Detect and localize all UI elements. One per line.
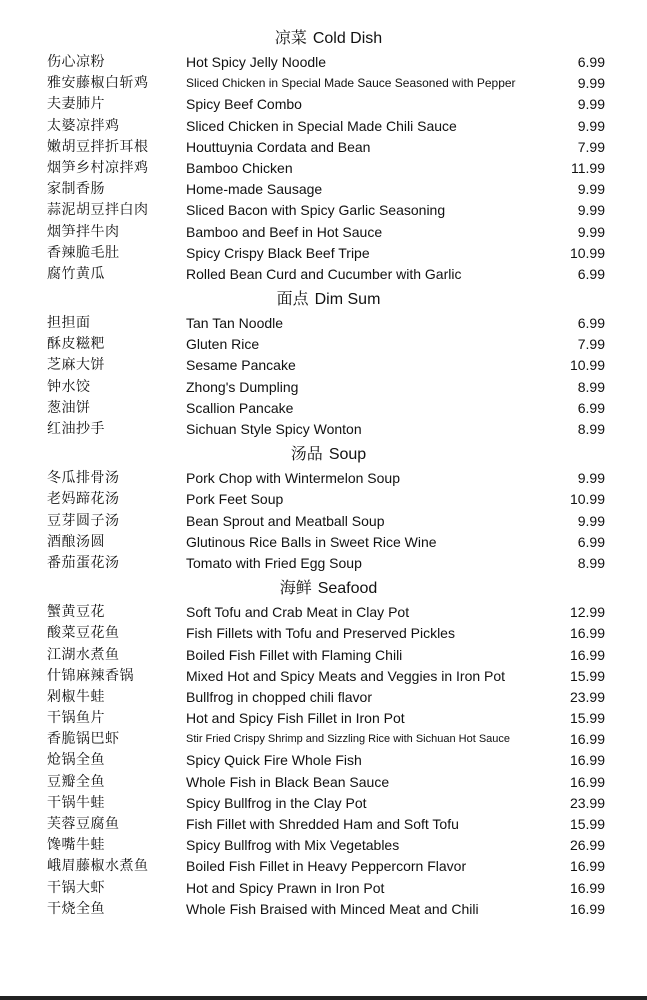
menu-item-english-name: Boiled Fish Fillet in Heavy Peppercorn Flavor (186, 858, 467, 875)
menu-item-chinese-name: 香辣脆毛肚 (47, 244, 120, 261)
menu-item-english-name: Glutinous Rice Balls in Sweet Rice Wine (186, 533, 437, 550)
menu-item (0, 137, 647, 158)
menu-item-chinese-name: 蒜泥胡豆拌白肉 (47, 202, 149, 219)
menu-item-chinese-name: 红油抄手 (47, 421, 105, 437)
menu-item-english-name: Bullfrog in chopped chili flavor (186, 688, 372, 705)
menu-item (0, 623, 647, 644)
menu-item-english-name: Hot and Spicy Prawn in Iron Pot (186, 879, 385, 896)
menu-item (0, 243, 647, 264)
menu-item-chinese-name: 酒酿汤圆 (47, 533, 105, 550)
menu-item-chinese-name: 江湖水煮鱼 (47, 646, 120, 663)
menu-item-price: 8.99 (577, 378, 605, 395)
menu-item-price: 6.99 (577, 315, 605, 332)
menu-item-chinese-name: 豆芽圆子汤 (47, 512, 120, 529)
menu-item-english-name: Bamboo Chicken (186, 159, 293, 176)
menu-item (0, 729, 647, 750)
section-title-zh: 面点 (276, 289, 309, 309)
menu-item-english-name: Spicy Bullfrog with Mix Vegetables (186, 837, 400, 854)
menu-item-price: 16.99 (569, 879, 605, 896)
section-title (0, 285, 647, 313)
menu-item-english-name: Hot Spicy Jelly Noodle (186, 54, 327, 70)
menu-item (0, 772, 647, 793)
menu-item-price: 7.99 (577, 138, 605, 155)
menu-item-price: 9.99 (577, 202, 605, 219)
menu-item-chinese-name: 担担面 (47, 315, 91, 332)
menu-item-price: 16.99 (569, 731, 605, 748)
menu-item-chinese-name: 钟水饺 (47, 378, 91, 395)
menu-item (0, 511, 647, 532)
menu-item-price: 9.99 (577, 470, 605, 487)
menu-item-english-name: Fish Fillet with Shredded Ham and Soft Tofu (186, 816, 459, 832)
menu-item-english-name: Rolled Bean Curd and Cucumber with Garlic (186, 265, 462, 282)
menu-item-price: 9.99 (577, 512, 605, 529)
menu-item-chinese-name: 嫩胡豆拌折耳根 (47, 138, 149, 155)
menu-item-chinese-name: 太婆凉拌鸡 (47, 117, 120, 134)
menu-item-english-name: Sliced Bacon with Spicy Garlic Seasoning (186, 202, 446, 219)
menu-item-price: 7.99 (577, 336, 605, 353)
menu-item-price: 10.99 (569, 244, 605, 261)
menu-item-price: 26.99 (569, 837, 605, 854)
menu-item-chinese-name: 伤心凉粉 (47, 54, 105, 70)
menu-item (0, 468, 647, 489)
section-title-en: Seafood (317, 580, 378, 598)
menu-item (0, 666, 647, 687)
menu-item-chinese-name: 酸菜豆花鱼 (47, 625, 120, 642)
menu-item-english-name: Zhong's Dumpling (186, 378, 299, 395)
menu-item-price: 6.99 (577, 533, 605, 550)
menu-item (0, 355, 647, 376)
menu-item-chinese-name: 夫妻肺片 (47, 96, 105, 113)
menu-item-chinese-name: 干锅大虾 (47, 879, 105, 896)
menu-item-price: 6.99 (577, 399, 605, 416)
menu-item-english-name: Soft Tofu and Crab Meat in Clay Pot (186, 604, 410, 621)
menu-item (0, 814, 647, 835)
menu-item-english-name: Whole Fish in Black Bean Sauce (186, 773, 390, 790)
menu-item-chinese-name: 腐竹黄瓜 (47, 265, 105, 282)
menu-item (0, 94, 647, 115)
menu-item-english-name: Bean Sprout and Meatball Soup (186, 512, 385, 529)
menu-item-english-name: Sichuan Style Spicy Wonton (186, 421, 362, 437)
menu-item-price: 10.99 (569, 491, 605, 508)
menu-item (0, 179, 647, 200)
menu-item (0, 878, 647, 899)
menu-item-price: 16.99 (569, 773, 605, 790)
menu-item-english-name: Gluten Rice (186, 336, 260, 353)
menu-item-price: 9.99 (577, 117, 605, 134)
menu-item-english-name: Tomato with Fried Egg Soup (186, 554, 362, 571)
menu-item (0, 489, 647, 510)
section-title-zh: 凉菜 (274, 28, 307, 47)
menu-item-chinese-name: 豆瓣全鱼 (47, 773, 105, 790)
menu-item-chinese-name: 雅安藤椒白斩鸡 (47, 75, 149, 92)
menu-item-chinese-name: 干烧全鱼 (47, 900, 105, 917)
menu-item-chinese-name: 葱油饼 (47, 399, 91, 416)
menu-item-chinese-name: 炝锅全鱼 (47, 752, 105, 769)
menu-item-price: 16.99 (569, 646, 605, 663)
menu-item-price: 8.99 (577, 554, 605, 571)
menu-item-english-name: Sesame Pancake (186, 357, 296, 374)
menu-item-price: 6.99 (577, 265, 605, 282)
menu-item-english-name: Tan Tan Noodle (186, 315, 284, 332)
menu-item-english-name: Pork Chop with Wintermelon Soup (186, 470, 400, 487)
menu-item-english-name: Fish Fillets with Tofu and Preserved Pickles (186, 625, 455, 642)
section-title-en: Dim Sum (314, 291, 381, 309)
menu-item-price: 10.99 (569, 357, 605, 374)
menu-item (0, 835, 647, 856)
menu-item-chinese-name: 酥皮糍粑 (47, 336, 105, 353)
section-title-en: Cold Dish (312, 30, 383, 47)
menu-item-price: 12.99 (569, 604, 605, 621)
menu-item (0, 377, 647, 398)
menu-item (0, 793, 647, 814)
menu-item-english-name: Stir Fried Crispy Shrimp and Sizzling Rice with Sichuan Hot Sauce (186, 733, 511, 746)
menu-item-chinese-name: 番茄蛋花汤 (47, 554, 120, 571)
menu-item-price: 9.99 (577, 75, 605, 92)
menu-item-price: 15.99 (569, 667, 605, 684)
menu-item-english-name: Hot and Spicy Fish Fillet in Iron Pot (186, 710, 405, 727)
menu-item (0, 264, 647, 285)
menu-item-price: 15.99 (569, 816, 605, 832)
section-title (0, 440, 647, 468)
menu-item-chinese-name: 家制香肠 (47, 181, 105, 198)
menu-item-english-name: Scallion Pancake (186, 399, 294, 416)
menu-item-price: 16.99 (569, 625, 605, 642)
menu-item-english-name: Houttuynia Cordata and Bean (186, 138, 371, 155)
menu-item-price: 16.99 (569, 858, 605, 875)
menu-item-english-name: Spicy Crispy Black Beef Tripe (186, 244, 370, 261)
menu-item (0, 602, 647, 623)
menu-item-chinese-name: 干锅鱼片 (47, 710, 105, 727)
menu-item (0, 708, 647, 729)
menu-item (0, 158, 647, 179)
menu-item (0, 645, 647, 666)
menu-item-chinese-name: 剁椒牛蛙 (47, 688, 105, 705)
menu-item-price: 16.99 (569, 900, 605, 917)
menu-item (0, 899, 647, 920)
menu-item-english-name: Spicy Quick Fire Whole Fish (186, 752, 362, 769)
menu-item (0, 73, 647, 94)
menu-item (0, 222, 647, 243)
menu-item-english-name: Spicy Beef Combo (186, 96, 302, 113)
menu-item-price: 9.99 (577, 96, 605, 113)
menu-item-english-name: Mixed Hot and Spicy Meats and Veggies in Iron Pot (186, 667, 506, 684)
menu-item-price: 11.99 (571, 159, 605, 176)
menu-item-english-name: Bamboo and Beef in Hot Sauce (186, 223, 383, 240)
menu-item-chinese-name: 峨眉藤椒水煮鱼 (47, 858, 149, 875)
section-title-en: Soup (328, 446, 367, 464)
menu-item (0, 52, 647, 73)
menu-item (0, 553, 647, 574)
section-title-zh: 海鲜 (279, 578, 312, 598)
menu-item-price: 15.99 (569, 710, 605, 727)
menu-item-price: 6.99 (577, 54, 605, 70)
menu-item-chinese-name: 芙蓉豆腐鱼 (47, 816, 120, 832)
menu-item (0, 750, 647, 771)
bottom-edge (0, 996, 647, 1000)
menu-item (0, 532, 647, 553)
section-title (0, 574, 647, 602)
menu-item-chinese-name: 蟹黄豆花 (47, 604, 105, 621)
menu-item-chinese-name: 香脆锅巴虾 (47, 731, 120, 748)
menu-page (0, 24, 647, 920)
menu-item-chinese-name: 馋嘴牛蛙 (47, 837, 105, 854)
section-title (0, 24, 647, 52)
menu-item (0, 856, 647, 877)
menu-item (0, 116, 647, 137)
menu-item-chinese-name: 芝麻大饼 (47, 357, 105, 374)
menu-item (0, 398, 647, 419)
menu-item-english-name: Spicy Bullfrog in the Clay Pot (186, 794, 367, 811)
menu-item (0, 313, 647, 334)
menu-item (0, 334, 647, 355)
menu-item-chinese-name: 烟笋拌牛肉 (47, 223, 120, 240)
section-title-zh: 汤品 (290, 444, 323, 464)
menu-item-chinese-name: 烟笋乡村凉拌鸡 (47, 159, 149, 176)
menu-item-chinese-name: 老妈蹄花汤 (47, 491, 120, 508)
menu-item-price: 23.99 (569, 688, 605, 705)
menu-item-english-name: Sliced Chicken in Special Made Chili Sauce (186, 117, 457, 134)
menu-item-chinese-name: 冬瓜排骨汤 (47, 470, 120, 487)
menu-item-price: 8.99 (577, 421, 605, 437)
menu-item-price: 9.99 (577, 181, 605, 198)
menu-item (0, 687, 647, 708)
menu-item-english-name: Pork Feet Soup (186, 491, 284, 508)
menu-item-english-name: Whole Fish Braised with Minced Meat and Chili (186, 900, 479, 917)
menu-item-price: 23.99 (569, 794, 605, 811)
menu-item-chinese-name: 什锦麻辣香锅 (47, 667, 134, 684)
menu-item-price: 9.99 (577, 223, 605, 240)
menu-item-price: 16.99 (569, 752, 605, 769)
menu-item-english-name: Home-made Sausage (186, 181, 323, 198)
menu-item-english-name: Sliced Chicken in Special Made Sauce Seasoned with Pepper (186, 76, 516, 91)
menu-item (0, 200, 647, 221)
menu-item (0, 419, 647, 440)
menu-item-english-name: Boiled Fish Fillet with Flaming Chili (186, 646, 403, 663)
menu-item-chinese-name: 干锅牛蛙 (47, 794, 105, 811)
